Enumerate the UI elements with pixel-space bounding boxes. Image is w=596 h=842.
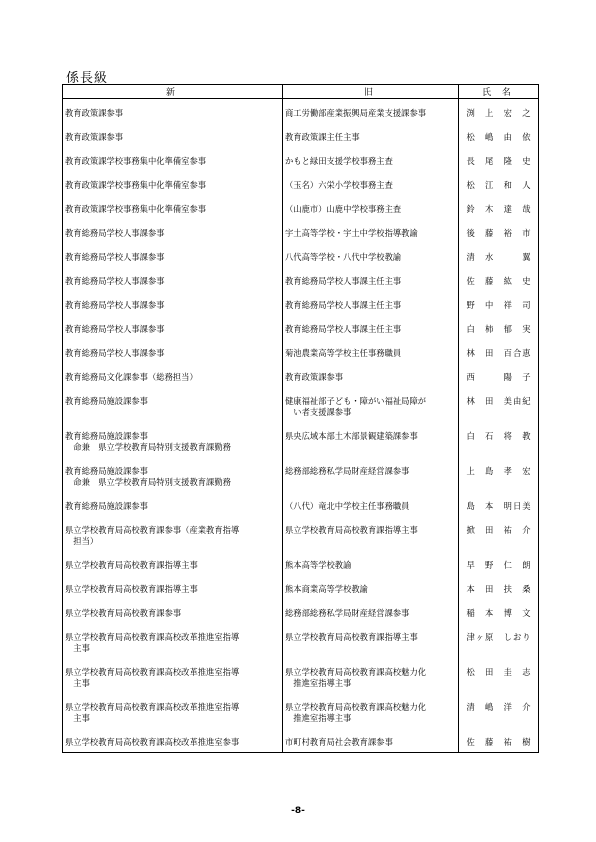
cell-name: 鈴 木 達 哉 — [459, 195, 539, 219]
cell-new: 県立学校教育局高校教育課高校改革推進室指導 主事 — [63, 623, 283, 658]
cell-new: 県立学校教育局高校教育課高校改革推進室指導 主事 — [63, 693, 283, 728]
cell-old: 市町村教育局社会教育課参事 — [283, 728, 459, 753]
table-row — [63, 99, 539, 124]
table-body — [63, 99, 539, 753]
cell-old: 県立学校教育局高校教育課指導主事 — [283, 623, 459, 658]
cell-old: 県央広域本部土木部景観建築課参事 — [283, 422, 459, 457]
cell-name: 清 水 翼 — [459, 243, 539, 267]
cell-name: 本 田 扶 桑 — [459, 575, 539, 599]
table-row — [63, 219, 539, 243]
section-title: 係長級 — [66, 71, 109, 86]
table-row — [63, 728, 539, 753]
cell-old: 総務部総務私学局財産経営課参事 — [283, 457, 459, 492]
cell-new: 教育総務局施設課参事 命兼 県立学校教育局特別支援教育課勤務 — [63, 457, 283, 492]
table-row — [63, 147, 539, 171]
cell-new: 教育総務局学校人事課参事 — [63, 315, 283, 339]
table-row — [63, 422, 539, 457]
table-row — [63, 195, 539, 219]
table-row — [63, 623, 539, 658]
cell-old: 菊池農業高等学校主任事務職員 — [283, 339, 459, 363]
cell-old: 県立学校教育局高校教育課高校魅力化 推進室指導主事 — [283, 658, 459, 693]
cell-old: （山鹿市）山鹿中学校事務主査 — [283, 195, 459, 219]
cell-name: 渕 上 宏 之 — [459, 99, 539, 124]
cell-old: 教育政策課参事 — [283, 363, 459, 387]
table-row — [63, 171, 539, 195]
cell-new: 教育総務局施設課参事 — [63, 387, 283, 422]
table-row — [63, 387, 539, 422]
table-row — [63, 551, 539, 575]
cell-name: 林 田 美由紀 — [459, 387, 539, 422]
table-row — [63, 339, 539, 363]
cell-old: 県立学校教育局高校教育課高校魅力化 推進室指導主事 — [283, 693, 459, 728]
table-header-row — [63, 85, 539, 99]
cell-name: 清 嶋 洋 介 — [459, 693, 539, 728]
header-old: 旧 — [283, 85, 459, 99]
cell-new: 県立学校教育局高校教育課高校改革推進室指導 主事 — [63, 658, 283, 693]
cell-old: 県立学校教育局高校教育課指導主事 — [283, 516, 459, 551]
cell-new: 県立学校教育局高校教育課参事 — [63, 599, 283, 623]
cell-new: 教育総務局文化課参事（総務担当） — [63, 363, 283, 387]
cell-name: 野 中 祥 司 — [459, 291, 539, 315]
cell-name: 佐 藤 祐 樹 — [459, 728, 539, 753]
cell-new: 教育総務局学校人事課参事 — [63, 243, 283, 267]
header-new: 新 — [63, 85, 283, 99]
cell-new: 教育総務局学校人事課参事 — [63, 291, 283, 315]
cell-old: 商工労働部産業振興局産業支援課参事 — [283, 99, 459, 124]
cell-new: 教育総務局学校人事課参事 — [63, 339, 283, 363]
table-row — [63, 291, 539, 315]
cell-name: 松 江 和 人 — [459, 171, 539, 195]
cell-name: 掀 田 祐 介 — [459, 516, 539, 551]
table-row — [63, 243, 539, 267]
cell-old: 八代高等学校・八代中学校教諭 — [283, 243, 459, 267]
cell-name: 林 田 百合恵 — [459, 339, 539, 363]
cell-name: 島 本 明日美 — [459, 492, 539, 516]
cell-old: 健康福祉部子ども・障がい福祉局障が い者支援課参事 — [283, 387, 459, 422]
cell-old: 教育総務局学校人事課主任主事 — [283, 315, 459, 339]
cell-old: （玉名）六栄小学校事務主査 — [283, 171, 459, 195]
cell-old: 宇土高等学校・宇土中学校指導教諭 — [283, 219, 459, 243]
cell-new: 県立学校教育局高校教育課指導主事 — [63, 551, 283, 575]
table-row — [63, 315, 539, 339]
cell-new: 教育政策課参事 — [63, 123, 283, 147]
table-row — [63, 516, 539, 551]
cell-name: 津ヶ原 しおり — [459, 623, 539, 658]
table-row — [63, 267, 539, 291]
cell-name: 上 島 孝 宏 — [459, 457, 539, 492]
table-row — [63, 658, 539, 693]
table-row — [63, 123, 539, 147]
cell-name: 長 尾 隆 史 — [459, 147, 539, 171]
cell-old: 教育政策課主任主事 — [283, 123, 459, 147]
table-row — [63, 575, 539, 599]
cell-new: 教育政策課学校事務集中化準備室参事 — [63, 195, 283, 219]
table-row — [63, 363, 539, 387]
cell-new: 教育総務局施設課参事 — [63, 492, 283, 516]
cell-new: 教育政策課学校事務集中化準備室参事 — [63, 147, 283, 171]
table-row — [63, 599, 539, 623]
cell-new: 教育総務局施設課参事 命兼 県立学校教育局特別支援教育課勤務 — [63, 422, 283, 457]
table-row — [63, 457, 539, 492]
cell-name: 白 石 将 教 — [459, 422, 539, 457]
cell-name: 早 野 仁 朗 — [459, 551, 539, 575]
cell-new: 教育政策課参事 — [63, 99, 283, 124]
cell-new: 教育政策課学校事務集中化準備室参事 — [63, 171, 283, 195]
cell-old: 熊本商業高等学校教諭 — [283, 575, 459, 599]
cell-name: 松 田 圭 志 — [459, 658, 539, 693]
cell-name: 後 藤 裕 市 — [459, 219, 539, 243]
page-number: -8- — [291, 806, 305, 816]
cell-new: 教育総務局学校人事課参事 — [63, 267, 283, 291]
cell-new: 県立学校教育局高校教育課指導主事 — [63, 575, 283, 599]
cell-old: 教育総務局学校人事課主任主事 — [283, 267, 459, 291]
cell-old: 総務部総務私学局財産経営課参事 — [283, 599, 459, 623]
table-row — [63, 693, 539, 728]
cell-old: 熊本高等学校教諭 — [283, 551, 459, 575]
cell-name: 佐 藤 紘 史 — [459, 267, 539, 291]
cell-old: （八代）竜北中学校主任事務職員 — [283, 492, 459, 516]
cell-new: 教育総務局学校人事課参事 — [63, 219, 283, 243]
cell-new: 県立学校教育局高校教育課参事（産業教育指導 担当） — [63, 516, 283, 551]
cell-new: 県立学校教育局高校教育課高校改革推進室参事 — [63, 728, 283, 753]
table-row — [63, 492, 539, 516]
cell-name: 稲 本 博 文 — [459, 599, 539, 623]
cell-name: 松 嶋 由 依 — [459, 123, 539, 147]
cell-old: かもと緑田支援学校事務主査 — [283, 147, 459, 171]
cell-name: 白 柿 郁 実 — [459, 315, 539, 339]
cell-old: 教育総務局学校人事課主任主事 — [283, 291, 459, 315]
cell-name: 西 陽 子 — [459, 363, 539, 387]
header-name: 氏 名 — [459, 85, 539, 99]
personnel-table — [62, 84, 539, 753]
